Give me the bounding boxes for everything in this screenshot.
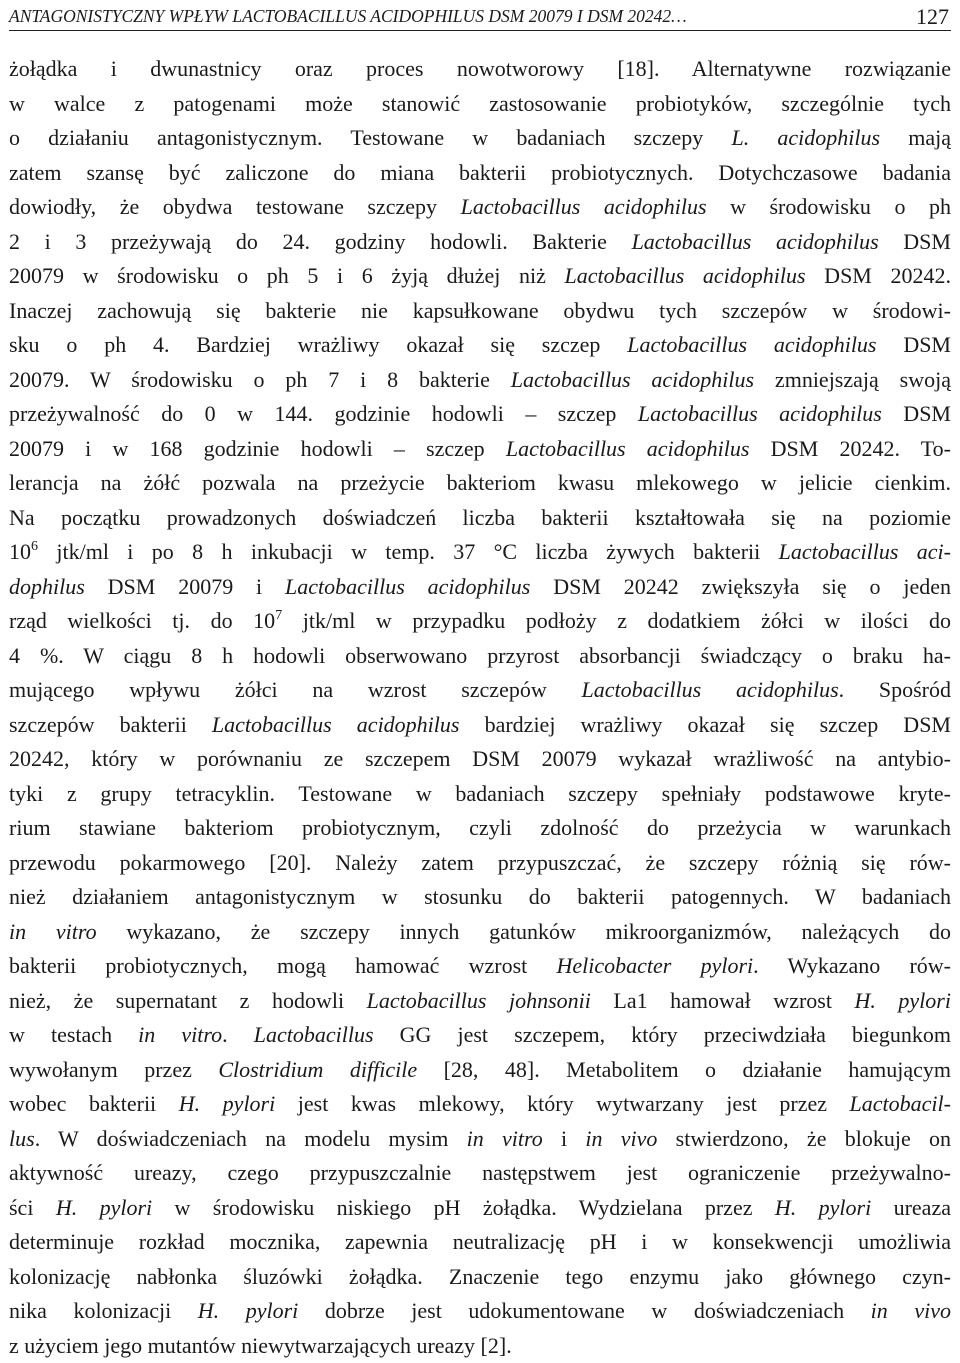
text-run: GG jest szczepem, który przeciwdziała biegunkom: [374, 1022, 951, 1047]
text-run: dowiodły, że obydwa testowane szczepy: [9, 194, 461, 219]
text-line: [9, 604, 951, 639]
text-run: .: [222, 1022, 254, 1047]
text-run: stwierdzono, że blokuje on: [657, 1126, 951, 1151]
italic-text: Lactobacillus aci-: [779, 539, 951, 564]
text-run: mującego wpływu żółci na wzrost szczepów: [9, 677, 581, 702]
running-title: ANTAGONISTYCZNY WPŁYW LACTOBACILLUS ACIDOPHILUS DSM 20079 I DSM 20242…: [9, 6, 687, 27]
italic-text: in vitro: [138, 1022, 222, 1047]
text-run: DSM 20242.: [806, 263, 951, 288]
text-line: [9, 1225, 951, 1260]
text-line: [9, 1087, 951, 1122]
text-run: La1 hamował wzrost: [591, 988, 855, 1013]
italic-text: Lactobacillus acidophilus: [511, 367, 754, 392]
text-run: 20079 i w 168 godzinie hodowli – szczep: [9, 436, 506, 461]
text-run: zatem szansę być zaliczone do miana bakterii probiotycznych. Dotychczasowe badania: [9, 160, 951, 185]
italic-text: H. pylori: [56, 1195, 152, 1220]
italic-text: Lactobacillus johnsonii: [367, 988, 591, 1013]
text-line: [9, 1156, 951, 1191]
text-run: rząd wielkości tj. do 10: [9, 608, 275, 633]
italic-text: in vitro: [9, 919, 97, 944]
text-line: [9, 294, 951, 329]
text-run: wobec bakterii: [9, 1091, 179, 1116]
text-line: [9, 1329, 951, 1363]
italic-text: in vivo: [871, 1298, 951, 1323]
italic-text: in vitro: [467, 1126, 543, 1151]
text-line: [9, 190, 951, 225]
text-line: [9, 811, 951, 846]
text-line: [9, 639, 951, 674]
text-line: [9, 708, 951, 743]
text-run: aktywność ureazy, czego przypuszczalnie następstwem jest ograniczenie przeżywalno-: [9, 1160, 951, 1185]
text-run: nież, że supernatant z hodowli: [9, 988, 367, 1013]
text-run: DSM 20242 zwiększyła się o jeden: [530, 574, 951, 599]
text-run: w walce z patogenami może stanowić zastosowanie probiotyków, szczególnie tych: [9, 91, 951, 116]
text-run: wykazano, że szczepy innych gatunków mikroorganizmów, należących do: [97, 919, 951, 944]
text-line: [9, 880, 951, 915]
text-run: bardziej wrażliwy okazał się szczep DSM: [459, 712, 951, 737]
italic-text: Helicobacter pylori: [557, 953, 754, 978]
text-line: [9, 1018, 951, 1053]
text-run: 10: [9, 539, 31, 564]
superscript-exponent: 7: [275, 608, 282, 623]
italic-text: Lactobacillus acidophilus: [565, 263, 806, 288]
text-line: [9, 949, 951, 984]
text-run: . Spośród: [839, 677, 951, 702]
text-run: ureaza: [871, 1195, 951, 1220]
italic-text: H. pylori: [198, 1298, 299, 1323]
italic-text: Lactobacillus acidophilus: [506, 436, 750, 461]
text-run: o działaniu antagonistycznym. Testowane w badaniach szczepy: [9, 125, 731, 150]
italic-text: H. pylori: [855, 988, 951, 1013]
text-run: szczepów bakterii: [9, 712, 212, 737]
text-run: 2 i 3 przeżywają do 24. godziny hodowli. Bakterie: [9, 229, 632, 254]
text-run: DSM 20079 i: [85, 574, 285, 599]
text-run: w środowisku niskiego pH żołądka. Wydzielana przez: [152, 1195, 775, 1220]
text-run: ści: [9, 1195, 56, 1220]
text-run: DSM: [879, 229, 951, 254]
text-line: [9, 570, 951, 605]
text-line: [9, 225, 951, 260]
text-line: [9, 535, 951, 570]
italic-text: dophilus: [9, 574, 85, 599]
italic-text: Lactobacillus acidophilus: [461, 194, 707, 219]
text-line: [9, 121, 951, 156]
italic-text: Lactobacillus acidophilus: [212, 712, 460, 737]
text-run: Na początku prowadzonych doświadczeń liczba bakterii kształtowała się na poziomie: [9, 505, 951, 530]
text-line: [9, 1122, 951, 1157]
text-run: DSM 20242. To-: [749, 436, 951, 461]
text-run: 20079. W środowisku o ph 7 i 8 bakterie: [9, 367, 511, 392]
text-run: tyki z grupy tetracyklin. Testowane w badaniach szczepy spełniały podstawowe kryte-: [9, 781, 951, 806]
text-run: w środowisku o ph: [707, 194, 951, 219]
text-line: [9, 777, 951, 812]
text-run: żołądka i dwunastnicy oraz proces nowotworowy [18]. Alternatywne rozwiązanie: [9, 56, 951, 81]
italic-text: Clostridium difficile: [218, 1057, 417, 1082]
text-run: kolonizację nabłonka śluzówki żołądka. Znaczenie tego enzymu jako głównego czyn-: [9, 1264, 951, 1289]
page-number: 127: [916, 4, 949, 30]
text-run: sku o ph 4. Bardziej wrażliwy okazał się szczep: [9, 332, 627, 357]
document-page: [9, 0, 951, 1351]
italic-text: in vivo: [585, 1126, 657, 1151]
text-run: . W doświadczeniach na modelu mysim: [35, 1126, 467, 1151]
superscript-exponent: 6: [31, 539, 38, 554]
italic-text: H. pylori: [775, 1195, 871, 1220]
italic-text: lus: [9, 1126, 35, 1151]
text-run: przewodu pokarmowego [20]. Należy zatem przypuszczać, że szczepy różnią się rów-: [9, 850, 951, 875]
text-line: [9, 1191, 951, 1226]
text-line: [9, 673, 951, 708]
text-line: [9, 984, 951, 1019]
text-line: [9, 432, 951, 467]
text-run: 4 %. W ciągu 8 h hodowli obserwowano przyrost absorbancji świadczący o braku ha-: [9, 643, 951, 668]
text-run: nika kolonizacji: [9, 1298, 198, 1323]
text-line: [9, 328, 951, 363]
text-run: Inaczej zachowują się bakterie nie kapsułkowane obydwu tych szczepów w środowi-: [9, 298, 951, 323]
text-line: [9, 397, 951, 432]
text-run: w testach: [9, 1022, 138, 1047]
text-line: [9, 1294, 951, 1329]
text-run: dobrze jest udokumentowane w doświadczeniach: [298, 1298, 870, 1323]
text-run: determinuje rozkład mocznika, zapewnia neutralizację pH i w konsekwencji umożliwia: [9, 1229, 951, 1254]
body-text: [9, 52, 951, 1363]
italic-text: L. acidophilus: [731, 125, 880, 150]
italic-text: Lactobacillus: [254, 1022, 374, 1047]
text-run: z użyciem jego mutantów niewytwarzających ureazy [2].: [9, 1333, 512, 1358]
text-run: DSM: [877, 332, 952, 357]
text-run: 20242, który w porównaniu ze szczepem DSM 20079 wykazał wrażliwość na antybio-: [9, 746, 951, 771]
text-run: jest kwas mlekowy, który wytwarzany jest przez: [275, 1091, 849, 1116]
text-line: [9, 846, 951, 881]
text-line: [9, 87, 951, 122]
text-run: lerancja na żółć pozwala na przeżycie bakteriom kwasu mlekowego w jelicie cienkim.: [9, 470, 951, 495]
text-run: rium stawiane bakteriom probiotycznym, czyli zdolność do przeżycia w warunkach: [9, 815, 951, 840]
italic-text: Lactobacillus acidophilus: [638, 401, 882, 426]
italic-text: H. pylori: [179, 1091, 276, 1116]
italic-text: Lactobacil-: [850, 1091, 951, 1116]
text-line: [9, 52, 951, 87]
italic-text: Lactobacillus acidophilus: [632, 229, 879, 254]
italic-text: Lactobacillus acidophilus: [581, 677, 838, 702]
text-run: . Wykazano rów-: [753, 953, 951, 978]
italic-text: Lactobacillus acidophilus: [285, 574, 530, 599]
text-line: [9, 915, 951, 950]
text-line: [9, 501, 951, 536]
text-line: [9, 156, 951, 191]
text-run: jtk/ml w przypadku podłoży z dodatkiem żółci w ilości do: [282, 608, 951, 633]
text-line: [9, 466, 951, 501]
text-line: [9, 259, 951, 294]
text-run: [28, 48]. Metabolitem o działanie hamującym: [417, 1057, 951, 1082]
text-run: i: [543, 1126, 586, 1151]
text-line: [9, 1260, 951, 1295]
text-line: [9, 1053, 951, 1088]
text-run: przeżywalność do 0 w 144. godzinie hodowli – szczep: [9, 401, 638, 426]
text-run: bakterii probiotycznych, mogą hamować wzrost: [9, 953, 557, 978]
running-header: [9, 4, 951, 31]
text-line: [9, 363, 951, 398]
italic-text: Lactobacillus acidophilus: [627, 332, 876, 357]
text-run: DSM: [882, 401, 951, 426]
text-run: mają: [880, 125, 951, 150]
text-run: nież działaniem antagonistycznym w stosunku do bakterii patogennych. W badaniach: [9, 884, 951, 909]
text-run: 20079 w środowisku o ph 5 i 6 żyją dłużej niż: [9, 263, 565, 288]
text-run: zmniejszają swoją: [754, 367, 951, 392]
text-run: jtk/ml i po 8 h inkubacji w temp. 37 °C liczba żywych bakterii: [38, 539, 779, 564]
text-run: wywołanym przez: [9, 1057, 218, 1082]
text-line: [9, 742, 951, 777]
